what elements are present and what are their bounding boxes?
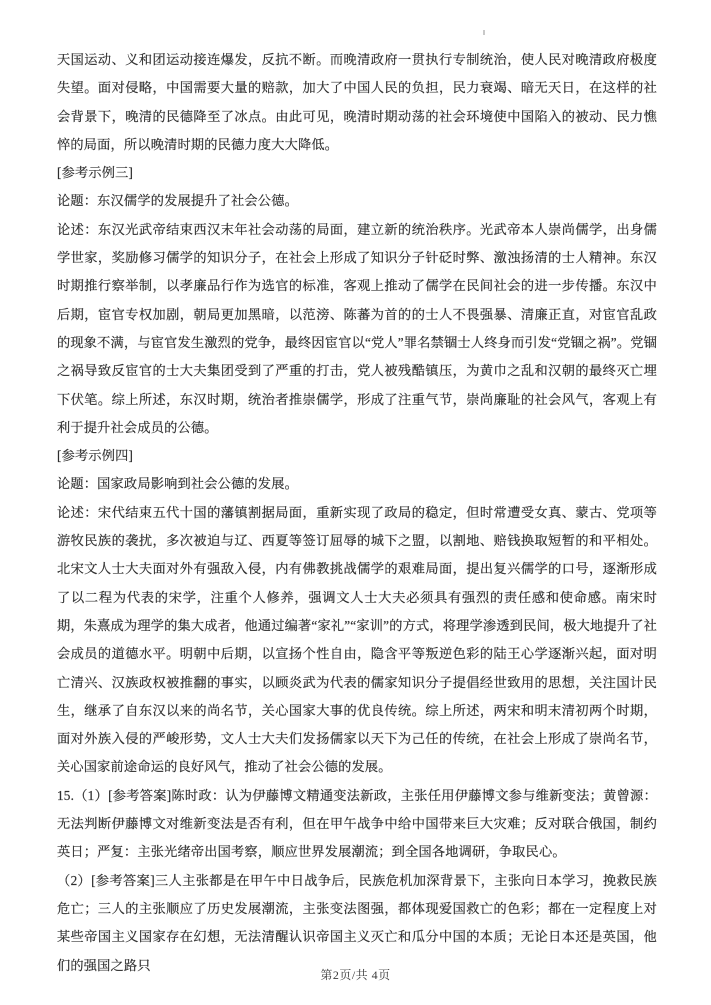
answer-15-part1: 15.（1）[参考答案]陈时政：认为伊藤博文精通变法新政，主张任用伊藤博文参与维新变法；黄曾源：无法判断伊藤博文对维新变法是否有利，但在甲午战争中给中国带来巨大灾难；反对联合俄国，制约英日；严复：主张光绪帝出国考察，顺应世界发展潮流；到全国各地调研，争取民心。 (57, 787, 657, 860)
page-number-footer: 第2页/共 4页 (320, 968, 391, 982)
example4-topic: 论题：国家政局影响到社会公德的发展。 (57, 476, 298, 492)
paragraph-continuation: 天国运动、义和团运动接连爆发，反抗不断。而晚清政府一贯执行专制统治，使人民对晚清政府极度失望。面对侵略，中国需要大量的赔款，加大了中国人民的负担，民力衰竭、暗无天日，在这样的社会背景下，晚清的民德降至了冰点。由此可见，晚清时期动荡的社会环境使中国陷入的被动、民力憔悴的局面，所以晚清时期的民德力度大大降低。 (57, 52, 657, 152)
example4-heading: [参考示例四] (57, 448, 134, 464)
page-body-text (57, 46, 657, 980)
example3-topic: 论题：东汉儒学的发展提升了社会公德。 (57, 193, 298, 209)
example4-discussion: 论述：宋代结束五代十国的藩镇割据局面，重新实现了政局的稳定，但时常遭受女真、蒙古、党项等游牧民族的袭扰，多次被迫与辽、西夏等签订屈辱的城下之盟，以割地、赔钱换取短暂的和平相处。北宋文人士大夫面对外有强敌入侵，内有佛教挑战儒学的艰难局面，提出复兴儒学的口号，逐渐形成了以二程为代表的宋学，注重个人修养，强调文人士大夫必须具有强烈的责任感和使命感。南宋时期，朱熹成为理学的集大成者，他通过编著“家礼”“家训”的方式，将理学渗透到民间，极大地提升了社会成员的道德水平。明朝中后期，以宣扬个性自由，隐含平等叛逆色彩的陆王心学逐渐兴起，面对明亡清兴、汉族政权被推翻的事实，以顾炎武为代表的儒家知识分子提倡经世致用的思想，关注国计民生，继承了自东汉以来的尚名节，关心国家大事的优良传统。综上所述，两宋和明末清初两个时期，面对外族入侵的严峻形势，文人士大夫们发扬儒家以天下为己任的传统，在社会上形成了崇尚名节，关心国家前途命运的良好风气，推动了社会公德的发展。 (57, 504, 657, 775)
answer-15-part2: （2）[参考答案]三人主张都是在甲午中日战争后，民族危机加深背景下，主张向日本学习，挽救民族危亡；三人的主张顺应了历史发展潮流，主张变法图强，都体现爱国救亡的色彩；都在一定程度上对某些帝国主义国家存在幻想，无法清醒认识帝国主义灭亡和瓜分中国的本质；无论日本还是英国，他们的强国之路只 (57, 872, 657, 973)
example3-discussion: 论述：东汉光武帝结束西汉末年社会动荡的局面，建立新的统治秩序。光武帝本人崇尚儒学，出身儒学世家，奖励修习儒学的知识分子，在社会上形成了知识分子针砭时弊、激浊扬清的士人精神。东汉时期推行察举制，以孝廉品行作为选官的标准，客观上推动了儒学在民间社会的进一步传播。东汉中后期，宦官专权加剧，朝局更加黑暗，以范滂、陈蕃为首的的士人不畏强暴、清廉正直，对宦官乱政的现象不满，与宦官发生激烈的党争，最终因宦官以“党人”罪名禁锢士人终身而引发“党锢之祸”。党锢之祸导致反宦官的士大夫集团受到了严重的打击，党人被残酷镇压，为黄巾之乱和汉朝的最终灭亡埋下伏笔。综上所述，东汉时期，统治者推崇儒学，形成了注重气节，崇尚廉耻的社会风气，客观上有利于提升社会成员的公德。 (57, 221, 657, 435)
example3-heading: [参考示例三] (57, 165, 134, 181)
scan-artifact (483, 30, 485, 35)
